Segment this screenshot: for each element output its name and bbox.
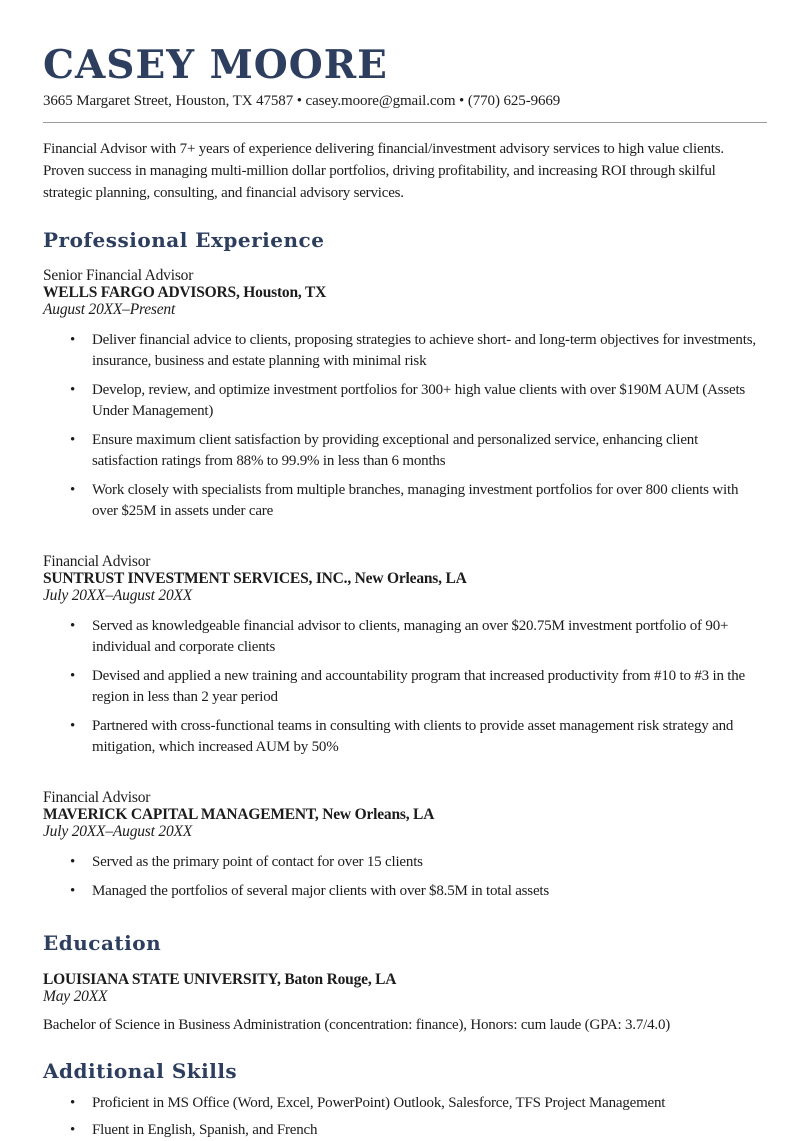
job-bullet: • Managed the portfolios of several major clients with over $8.5M in total assets [70, 881, 767, 902]
job-bullet: • Partnered with cross-functional teams in consulting with clients to provide asset management risk strategy and mitigation, which increased AUM by 50% [70, 716, 767, 758]
job-bullet-list [43, 852, 767, 902]
job-bullet: • Served as the primary point of contact for over 15 clients [70, 852, 767, 873]
job-bullet: • Work closely with specialists from multiple branches, managing investment portfolios for over 800 clients with over $25M in assets under care [70, 480, 767, 522]
education-dates: May 20XX [43, 988, 108, 1005]
section-title-education: Education [43, 931, 162, 955]
job-bullet: • Served as knowledgeable financial advisor to clients, managing an over $20.75M investment portfolio of 90+ individual and corporate clients [70, 616, 767, 658]
job-company: WELLS FARGO ADVISORS, Houston, TX [43, 284, 327, 301]
job-role: Senior Financial Advisor [43, 267, 194, 284]
job-dates: August 20XX–Present [43, 301, 176, 318]
job-bullet: • Develop, review, and optimize investment portfolios for 300+ high value clients with over $190M AUM (Assets Under Management) [70, 380, 767, 422]
job-entry-maverick [43, 789, 767, 902]
section-title-experience: Professional Experience [43, 228, 325, 252]
education-entry [43, 971, 767, 1036]
section-title-skills: Additional Skills [43, 1059, 238, 1083]
job-role: Financial Advisor [43, 789, 151, 806]
job-bullet: • Deliver financial advice to clients, proposing strategies to achieve short- and long-term objectives for investments, insurance, business and estate planning with minimal risk [70, 330, 767, 372]
summary-paragraph: Financial Advisor with 7+ years of experience delivering financial/investment advisory services to high value clients. Proven success in managing multi-million dollar portfolios, driving profitability, and increasing ROI through skilful strategic planning, consulting, and financial advisory services. [43, 141, 724, 201]
header-divider [43, 122, 767, 123]
candidate-name: CASEY MOORE [43, 42, 388, 88]
skill-bullet: • Proficient in MS Office (Word, Excel, PowerPoint) Outlook, Salesforce, TFS Project Management [70, 1093, 767, 1114]
job-company: SUNTRUST INVESTMENT SERVICES, INC., New Orleans, LA [43, 570, 467, 587]
job-bullet: • Ensure maximum client satisfaction by providing exceptional and personalized service, enhancing client satisfaction ratings from 88% to 99.9% in less than 6 months [70, 430, 767, 472]
job-bullet: • Devised and applied a new training and accountability program that increased productivity from #10 to #3 in the region in less than 2 year period [70, 666, 767, 708]
job-entry-wells-fargo [43, 267, 767, 522]
job-entry-suntrust [43, 553, 767, 758]
education-school: LOUISIANA STATE UNIVERSITY, Baton Rouge, LA [43, 971, 397, 988]
job-dates: July 20XX–August 20XX [43, 587, 193, 604]
job-bullet-list [43, 616, 767, 758]
contact-line: 3665 Margaret Street, Houston, TX 47587 • casey.moore@gmail.com • (770) 625-9669 [43, 93, 561, 109]
skills-list [43, 1093, 767, 1141]
resume-header [43, 42, 767, 110]
job-dates: July 20XX–August 20XX [43, 823, 193, 840]
job-bullet-list [43, 330, 767, 522]
education-degree: Bachelor of Science in Business Administration (concentration: finance), Honors: cum laude (GPA: 3.7/4.0) [43, 1017, 671, 1033]
job-company: MAVERICK CAPITAL MANAGEMENT, New Orleans, LA [43, 806, 435, 823]
job-role: Financial Advisor [43, 553, 151, 570]
skill-bullet: • Fluent in English, Spanish, and French [70, 1120, 767, 1141]
